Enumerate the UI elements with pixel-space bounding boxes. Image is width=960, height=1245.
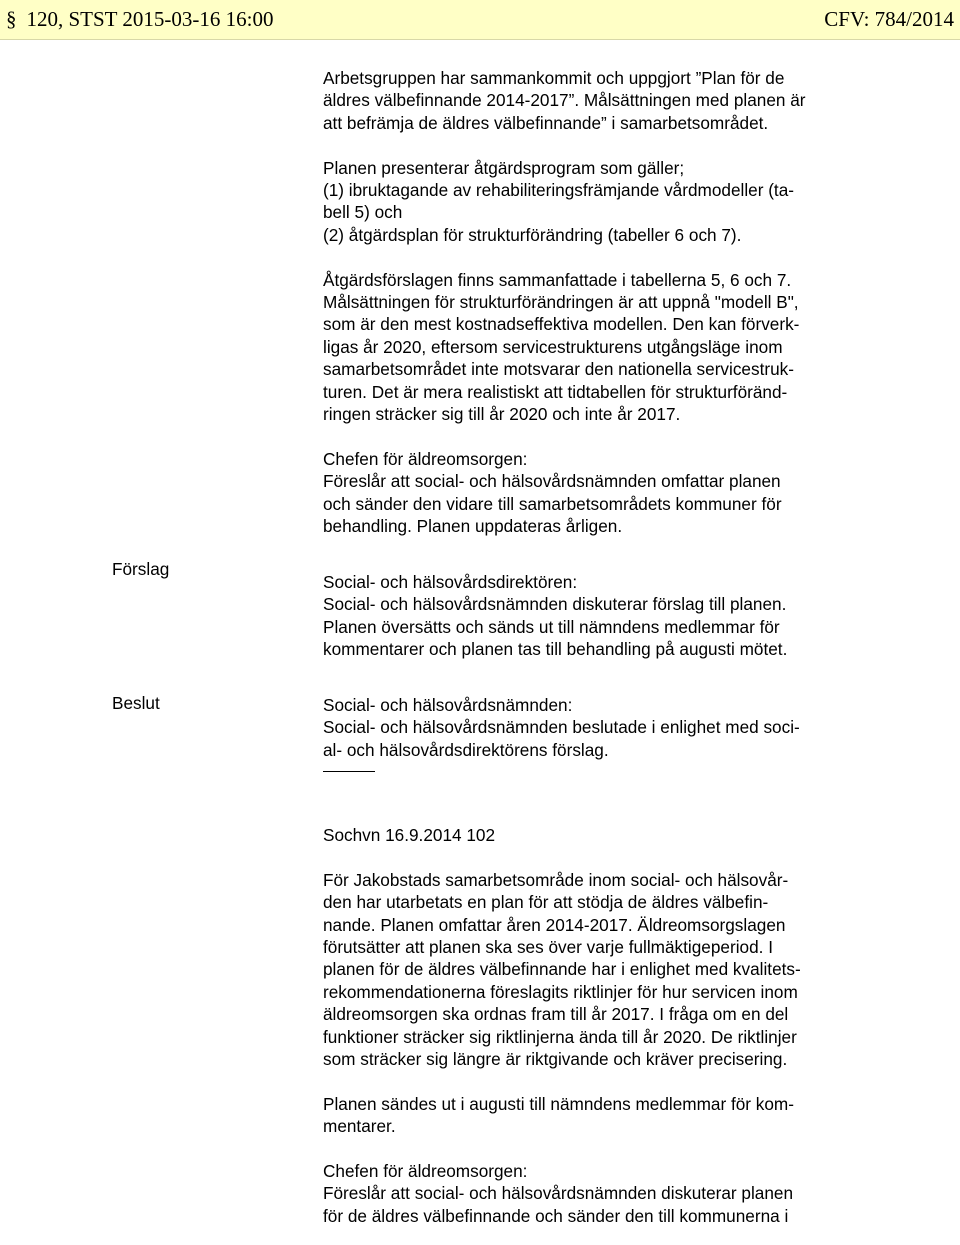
- paragraph-summary: [323, 269, 883, 426]
- paragraph-plan-description: [323, 869, 883, 1071]
- text-line: (2) åtgärdsplan för strukturförändring (tabeller 6 och 7).: [323, 224, 742, 245]
- meeting-header: [0, 0, 960, 40]
- document-body: [323, 67, 883, 1227]
- text-line: planen för de äldres välbefinnande har i enlighet med kvalitets-: [323, 959, 801, 980]
- text-line: äldres välbefinnande 2014-2017”. Målsättningen med planen är: [323, 90, 806, 111]
- text-line: rekommendationerna föreslagits riktlinjer för hur servicen inom: [323, 981, 798, 1002]
- text-line: Sochvn 16.9.2014 102: [323, 824, 496, 845]
- text-line: Föreslår att social- och hälsovårdsnämnden omfattar planen: [323, 471, 781, 492]
- text-line: Social- och hälsovårdsnämnden beslutade i enlighet med soci-: [323, 717, 800, 738]
- text-line: al- och hälsovårdsdirektörens förslag.: [323, 739, 609, 760]
- text-line: samarbetsområdet inte motsvarar den nationella servicestruk-: [323, 359, 794, 380]
- text-line: som sträcker sig längre är riktgivande och kräver precisering.: [323, 1048, 788, 1069]
- text-line: och sänder den vidare till samarbetsområdets kommuner för: [323, 493, 782, 514]
- text-line: Social- och hälsovårdsnämnden:: [323, 694, 573, 715]
- paragraph-board-decision: [323, 694, 883, 761]
- text-line: Planen översätts och sänds ut till nämndens medlemmar för: [323, 616, 780, 637]
- text-line: nande. Planen omfattar åren 2014-2017. Äldreomsorgslagen: [323, 914, 786, 935]
- text-line: förutsätter att planen ska ses över varje fullmäktigeperiod. I: [323, 936, 773, 957]
- meeting-info: 120, STST 2015-03-16 16:00: [26, 7, 274, 31]
- text-line: att befrämja de äldres välbefinnande” i samarbetsområdet.: [323, 112, 769, 133]
- text-line: ringen sträcker sig till år 2020 och inte år 2017.: [323, 404, 681, 425]
- text-line: Planen presenterar åtgärdsprogram som gäller;: [323, 157, 685, 178]
- text-line: den har utarbetats en plan för att stödja de äldres välbefin-: [323, 892, 769, 913]
- text-line: Social- och hälsovårdsnämnden diskuterar förslag till planen.: [323, 594, 787, 615]
- text-line: Chefen för äldreomsorgen:: [323, 448, 528, 469]
- text-line: Åtgärdsförslagen finns sammanfattade i tabellerna 5, 6 och 7.: [323, 269, 792, 290]
- text-line: funktioner sträcker sig riktlinjerna ända till år 2020. De riktlinjer: [323, 1026, 797, 1047]
- text-line: som är den mest kostnadseffektiva modellen. Den kan förverk-: [323, 314, 800, 335]
- text-line: turen. Det är mera realistiskt att tidtabellen för strukturföränd-: [323, 381, 788, 402]
- paragraph-background: [323, 67, 883, 134]
- case-reference: CFV: 784/2014: [824, 7, 954, 31]
- text-line: (1) ibruktagande av rehabiliteringsfrämjande vårdmodeller (ta-: [323, 180, 794, 201]
- paragraph-director-proposal: [323, 571, 883, 661]
- text-line: mentarer.: [323, 1116, 396, 1137]
- side-label-decision: Beslut: [112, 693, 160, 713]
- paragraph-programs: [323, 157, 883, 247]
- text-line: Social- och hälsovårdsdirektören:: [323, 571, 578, 592]
- text-line: Föreslår att social- och hälsovårdsnämnden diskuterar planen: [323, 1183, 794, 1204]
- text-line: behandling. Planen uppdateras årligen.: [323, 516, 623, 537]
- text-line: Arbetsgruppen har sammankommit och uppgjort ”Plan för de: [323, 68, 785, 88]
- text-line: ligas år 2020, eftersom servicestrukturens utgångsläge inom: [323, 336, 783, 357]
- text-line: för de äldres välbefinnande och sänder den till kommunerna i: [323, 1205, 789, 1226]
- paragraph-chef-proposal: [323, 448, 883, 538]
- text-line: Målsättningen för strukturförändringen är att uppnå "modell B",: [323, 292, 799, 313]
- meeting-header-left: [6, 7, 273, 32]
- paragraph-distribution: [323, 1093, 883, 1138]
- side-label-proposal: Förslag: [112, 559, 170, 579]
- text-line: bell 5) och: [323, 202, 403, 223]
- text-line: För Jakobstads samarbetsområde inom social- och hälsovår-: [323, 869, 789, 890]
- text-line: Planen sändes ut i augusti till nämndens medlemmar för kom-: [323, 1093, 794, 1114]
- text-line: Chefen för äldreomsorgen:: [323, 1160, 528, 1181]
- section-sign: §: [6, 7, 17, 31]
- text-line: kommentarer och planen tas till behandling på augusti mötet.: [323, 639, 788, 660]
- text-line: äldreomsorgen ska ordnas fram till år 2017. I fråga om en del: [323, 1004, 789, 1025]
- paragraph-meeting-ref: [323, 824, 883, 846]
- paragraph-chef-proposal-2: [323, 1160, 883, 1227]
